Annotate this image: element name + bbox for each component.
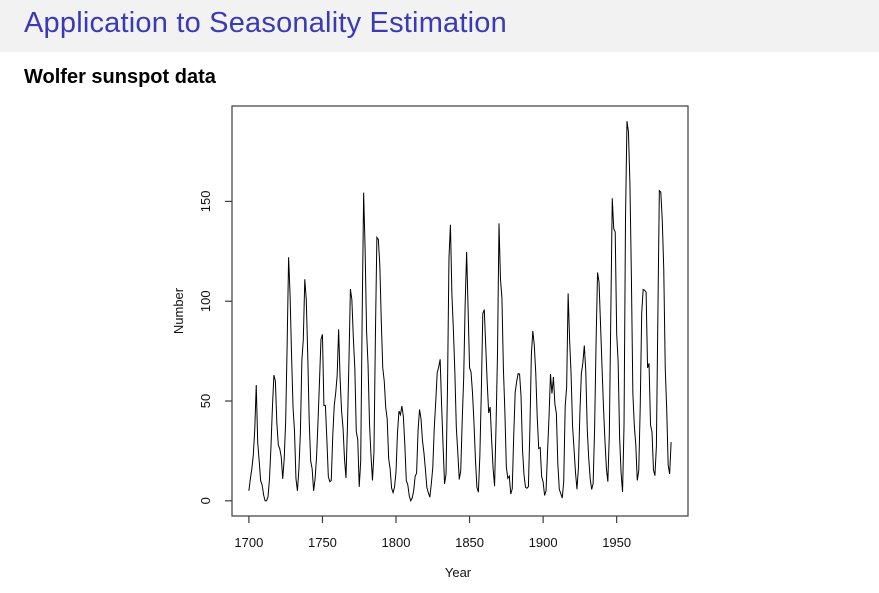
x-tick-label: 1700	[234, 535, 264, 550]
y-tick-label: 0	[198, 497, 213, 505]
y-axis-title: Number	[171, 287, 186, 335]
slide-title: Application to Seasonality Estimation	[24, 7, 507, 39]
sunspot-series-line	[249, 121, 671, 501]
x-axis-title: Year	[444, 565, 472, 580]
y-tick-label: 50	[198, 393, 213, 409]
x-tick-label: 1900	[528, 535, 558, 550]
x-axis	[234, 516, 631, 550]
x-tick-label: 1750	[307, 535, 337, 550]
y-tick-label: 150	[198, 190, 213, 213]
plot-series	[249, 121, 671, 501]
y-axis	[198, 191, 232, 505]
y-tick-label: 100	[198, 290, 213, 313]
x-tick-label: 1800	[381, 535, 411, 550]
x-tick-label: 1950	[602, 535, 632, 550]
x-tick-label: 1850	[455, 535, 485, 550]
plot-frame	[232, 106, 688, 516]
chart-heading: Wolfer sunspot data	[24, 66, 216, 88]
